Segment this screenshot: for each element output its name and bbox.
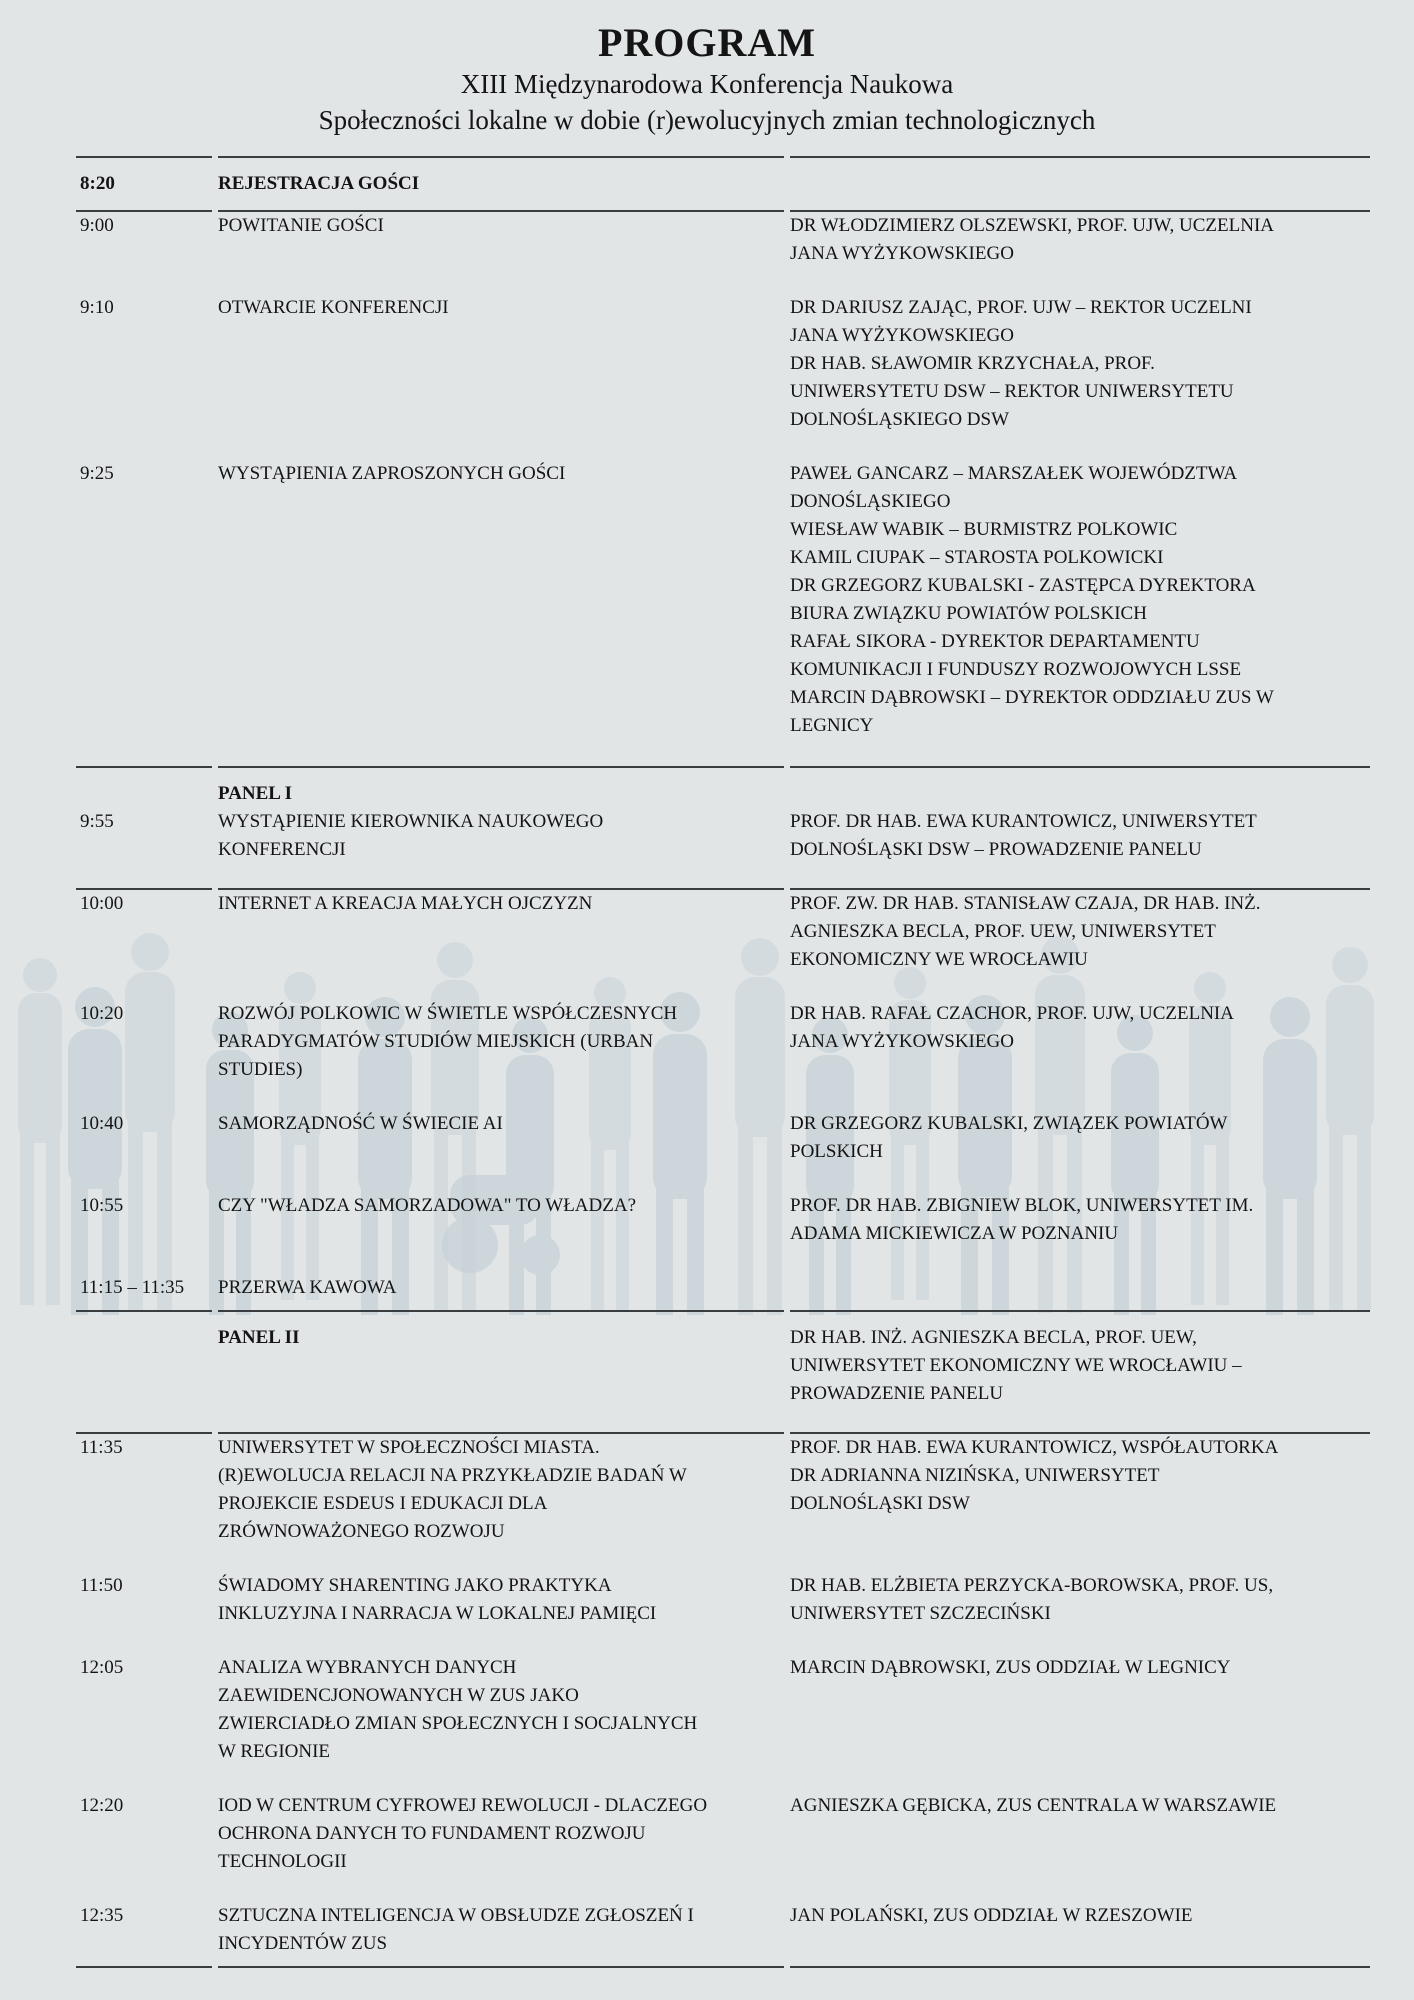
- speaker-line: DR HAB. RAFAŁ CZACHOR, PROF. UJW, UCZELNIA: [790, 1003, 1234, 1024]
- session-title-line: PRZERWA KAWOWA: [218, 1277, 397, 1298]
- table-row: [76, 1434, 1370, 1572]
- table-row: [76, 212, 1370, 294]
- speaker-line: DONOŚLĄSKIEGO: [790, 491, 951, 512]
- session-speakers: [790, 1274, 1370, 1310]
- conference-theme: Społeczności lokalne w dobie (r)ewolucyjnych zmian technologicznych: [318, 105, 1096, 135]
- session-title-cell: [218, 1902, 784, 1968]
- session-speakers: [790, 1000, 1370, 1110]
- session-title-line: ŚWIADOMY SHARENTING JAKO PRAKTYKA: [218, 1575, 612, 1596]
- speaker-line: ADAMA MICKIEWICZA W POZNANIU: [790, 1223, 1119, 1244]
- speaker-line: PROF. DR HAB. ZBIGNIEW BLOK, UNIWERSYTET IM.: [790, 1195, 1254, 1216]
- session-speakers: [790, 1572, 1370, 1654]
- session-title-cell: [218, 212, 784, 294]
- session-speakers: [790, 766, 1370, 890]
- table-row: [76, 1000, 1370, 1110]
- speaker-line: UNIWERSYTET SZCZECIŃSKI: [790, 1603, 1051, 1624]
- session-title: [218, 1792, 784, 1876]
- speaker-line: DR GRZEGORZ KUBALSKI, ZWIĄZEK POWIATÓW: [790, 1113, 1228, 1134]
- speaker-line: JAN POLAŃSKI, ZUS ODDZIAŁ W RZESZOWIE: [790, 1905, 1193, 1926]
- table-row: [76, 1310, 1370, 1434]
- session-time: 10:20: [80, 1003, 124, 1024]
- speaker-line: PROF. DR HAB. EWA KURANTOWICZ, WSPÓŁAUTORKA: [790, 1437, 1279, 1458]
- session-speakers: [790, 1192, 1370, 1274]
- session-title-line: (R)EWOLUCJA RELACJI NA PRZYKŁADZIE BADAŃ W: [218, 1465, 687, 1486]
- speaker-line: DR DARIUSZ ZAJĄC, PROF. UJW – REKTOR UCZELNI: [790, 297, 1252, 318]
- session-title: [218, 1000, 784, 1084]
- session-title: [218, 460, 784, 488]
- session-title-cell: [218, 1434, 784, 1572]
- table-row: [76, 1110, 1370, 1192]
- speaker-line: DR HAB. INŻ. AGNIESZKA BECLA, PROF. UEW,: [790, 1327, 1197, 1348]
- session-speakers: [790, 1792, 1370, 1902]
- table-row: [76, 1274, 1370, 1310]
- panel-label: PANEL II: [218, 1327, 300, 1348]
- session-title-line: ZRÓWNOWAŻONEGO ROZWOJU: [218, 1521, 505, 1542]
- speaker-line: DR ADRIANNA NIZIŃSKA, UNIWERSYTET: [790, 1465, 1160, 1486]
- speaker-line: MARCIN DĄBROWSKI, ZUS ODDZIAŁ W LEGNICY: [790, 1657, 1231, 1678]
- session-title-line: INTERNET A KREACJA MAŁYCH OJCZYZN: [218, 893, 593, 914]
- session-title-cell: [218, 1572, 784, 1654]
- session-time: 10:55: [80, 1195, 124, 1216]
- session-title-line: ANALIZA WYBRANYCH DANYCH: [218, 1657, 517, 1678]
- table-row: [76, 294, 1370, 460]
- panel-label: PANEL I: [218, 783, 293, 804]
- session-title-cell: [218, 1654, 784, 1792]
- session-title-line: POWITANIE GOŚCI: [218, 215, 384, 236]
- session-title-line: CZY "WŁADZA SAMORZADOWA" TO WŁADZA?: [218, 1195, 636, 1216]
- table-row: [76, 1902, 1370, 1968]
- session-title: [218, 1110, 784, 1138]
- session-time: 10:40: [80, 1113, 124, 1134]
- speaker-line: DOLNOŚLĄSKI DSW: [790, 1493, 970, 1514]
- session-title-cell: [218, 156, 784, 212]
- session-title: [218, 1434, 784, 1546]
- speaker-line: PROF. ZW. DR HAB. STANISŁAW CZAJA, DR HAB. INŻ.: [790, 893, 1261, 914]
- session-title-line: PROJEKCIE ESDEUS I EDUKACJI DLA: [218, 1493, 548, 1514]
- speaker-line: JANA WYŻYKOWSKIEGO: [790, 243, 1014, 264]
- speaker-line: AGNIESZKA GĘBICKA, ZUS CENTRALA W WARSZAWIE: [790, 1795, 1277, 1816]
- session-speakers: [790, 1654, 1370, 1792]
- speaker-line: WIESŁAW WABIK – BURMISTRZ POLKOWIC: [790, 519, 1178, 540]
- speaker-line: JANA WYŻYKOWSKIEGO: [790, 1031, 1014, 1052]
- session-speakers: [790, 1434, 1370, 1572]
- session-time: [76, 1310, 212, 1434]
- session-time: 11:35: [80, 1437, 123, 1458]
- session-title-cell: [218, 1310, 784, 1434]
- session-time: 12:20: [80, 1795, 124, 1816]
- table-row: [76, 1654, 1370, 1792]
- session-title: [218, 890, 784, 918]
- session-title-cell: [218, 890, 784, 1000]
- session-time: 10:00: [80, 893, 124, 914]
- speaker-line: POLSKICH: [790, 1141, 883, 1162]
- session-title: [218, 1192, 784, 1220]
- speaker-line: LEGNICY: [790, 715, 874, 736]
- speaker-line: KAMIL CIUPAK – STAROSTA POLKOWICKI: [790, 547, 1164, 568]
- session-title-line: INKLUZYJNA I NARRACJA W LOKALNEJ PAMIĘCI: [218, 1603, 657, 1624]
- session-speakers: [790, 1902, 1370, 1968]
- session-title-cell: [218, 1274, 784, 1310]
- session-title: [218, 212, 784, 240]
- session-title-line: ZAEWIDENCJONOWANYCH W ZUS JAKO: [218, 1685, 579, 1706]
- conference-name: XIII Międzynarodowa Konferencja Naukowa: [460, 69, 954, 99]
- session-title-line: W REGIONIE: [218, 1741, 331, 1762]
- session-title: [218, 1902, 784, 1958]
- page-title: PROGRAM: [597, 20, 817, 65]
- speaker-line: UNIWERSYTETU DSW – REKTOR UNIWERSYTETU: [790, 381, 1234, 402]
- session-title-line: SAMORZĄDNOŚĆ W ŚWIECIE AI: [218, 1113, 503, 1134]
- speaker-line: JANA WYŻYKOWSKIEGO: [790, 325, 1014, 346]
- session-title-line: WYSTĄPIENIA ZAPROSZONYCH GOŚCI: [218, 463, 566, 484]
- document-header: [0, 0, 1414, 138]
- session-time: 9:25: [80, 463, 114, 484]
- session-title-cell: [218, 1110, 784, 1192]
- speaker-line: PROF. DR HAB. EWA KURANTOWICZ, UNIWERSYTET: [790, 811, 1257, 832]
- session-title-line: ROZWÓJ POLKOWIC W ŚWIETLE WSPÓŁCZESNYCH: [218, 1003, 678, 1024]
- session-title-line: STUDIES): [218, 1059, 303, 1080]
- schedule-table: [70, 156, 1376, 1968]
- session-title: [218, 294, 784, 322]
- table-row: [76, 1572, 1370, 1654]
- session-speakers: [790, 1310, 1370, 1434]
- speaker-line: AGNIESZKA BECLA, PROF. UEW, UNIWERSYTET: [790, 921, 1216, 942]
- speaker-line: KOMUNIKACJI I FUNDUSZY ROZWOJOWYCH LSSE: [790, 659, 1242, 680]
- speaker-line: DR HAB. SŁAWOMIR KRZYCHAŁA, PROF.: [790, 353, 1155, 374]
- session-speakers: [790, 890, 1370, 1000]
- session-time: 9:00: [80, 215, 114, 236]
- session-speakers: [790, 294, 1370, 460]
- session-time: 9:55: [76, 766, 212, 890]
- session-title-line: IOD W CENTRUM CYFROWEJ REWOLUCJI - DLACZEGO: [218, 1795, 708, 1816]
- session-title-line: TECHNOLOGII: [218, 1851, 347, 1872]
- session-time: 11:50: [80, 1575, 123, 1596]
- session-time: 9:10: [80, 297, 114, 318]
- table-row: [76, 890, 1370, 1000]
- session-title: [218, 1654, 784, 1766]
- session-title-line: SZTUCZNA INTELIGENCJA W OBSŁUDZE ZGŁOSZEŃ I: [218, 1905, 694, 1926]
- speaker-line: PAWEŁ GANCARZ – MARSZAŁEK WOJEWÓDZTWA: [790, 463, 1238, 484]
- session-title: [218, 1572, 784, 1628]
- session-time: 8:20: [76, 156, 212, 212]
- session-speakers: [790, 156, 1370, 212]
- session-title-line: KONFERENCJI: [218, 839, 346, 860]
- session-title-line: UNIWERSYTET W SPOŁECZNOŚCI MIASTA.: [218, 1437, 600, 1458]
- session-title-line: OCHRONA DANYCH TO FUNDAMENT ROZWOJU: [218, 1823, 646, 1844]
- session-title-cell: [218, 1792, 784, 1902]
- session-title: [218, 808, 784, 864]
- schedule-body: [76, 156, 1370, 1968]
- speaker-line: RAFAŁ SIKORA - DYREKTOR DEPARTAMENTU: [790, 631, 1200, 652]
- table-row: [76, 766, 1370, 890]
- speaker-line: DOLNOŚLĄSKI DSW – PROWADZENIE PANELU: [790, 839, 1202, 860]
- session-title-line: PARADYGMATÓW STUDIÓW MIEJSKICH (URBAN: [218, 1031, 654, 1052]
- session-title-line: REJESTRACJA GOŚCI: [218, 173, 420, 194]
- session-title-line: WYSTĄPIENIE KIEROWNIKA NAUKOWEGO: [218, 811, 604, 832]
- session-title-cell: [218, 1000, 784, 1110]
- speaker-line: DR GRZEGORZ KUBALSKI - ZASTĘPCA DYREKTORA: [790, 575, 1256, 596]
- session-title-cell: [218, 766, 784, 890]
- session-speakers: [790, 212, 1370, 294]
- session-title: [218, 1274, 784, 1302]
- session-speakers: [790, 1110, 1370, 1192]
- session-title-cell: [218, 1192, 784, 1274]
- session-title-cell: [218, 294, 784, 460]
- table-row: [76, 156, 1370, 212]
- speaker-line: EKONOMICZNY WE WROCŁAWIU: [790, 949, 1088, 970]
- speaker-line: MARCIN DĄBROWSKI – DYREKTOR ODDZIAŁU ZUS W: [790, 687, 1274, 708]
- session-speakers: [790, 460, 1370, 766]
- session-title-line: ZWIERCIADŁO ZMIAN SPOŁECZNYCH I SOCJALNYCH: [218, 1713, 698, 1734]
- speaker-line: BIURA ZWIĄZKU POWIATÓW POLSKICH: [790, 603, 1147, 624]
- speaker-line: DOLNOŚLĄSKIEGO DSW: [790, 409, 1010, 430]
- table-row: [76, 1792, 1370, 1902]
- speaker-line: PROWADZENIE PANELU: [790, 1383, 1004, 1404]
- speaker-line: UNIWERSYTET EKONOMICZNY WE WROCŁAWIU –: [790, 1355, 1242, 1376]
- session-title-cell: [218, 460, 784, 766]
- table-row: [76, 1192, 1370, 1274]
- session-title: [218, 170, 784, 198]
- session-time: 12:35: [76, 1902, 212, 1968]
- table-row: [76, 460, 1370, 766]
- session-time: 11:15 – 11:35: [80, 1277, 185, 1298]
- session-title-line: INCYDENTÓW ZUS: [218, 1933, 388, 1954]
- session-title-line: OTWARCIE KONFERENCJI: [218, 297, 449, 318]
- speaker-line: DR HAB. ELŻBIETA PERZYCKA-BOROWSKA, PROF. US,: [790, 1575, 1274, 1596]
- session-time: 12:05: [80, 1657, 124, 1678]
- speaker-line: DR WŁODZIMIERZ OLSZEWSKI, PROF. UJW, UCZELNIA: [790, 215, 1275, 236]
